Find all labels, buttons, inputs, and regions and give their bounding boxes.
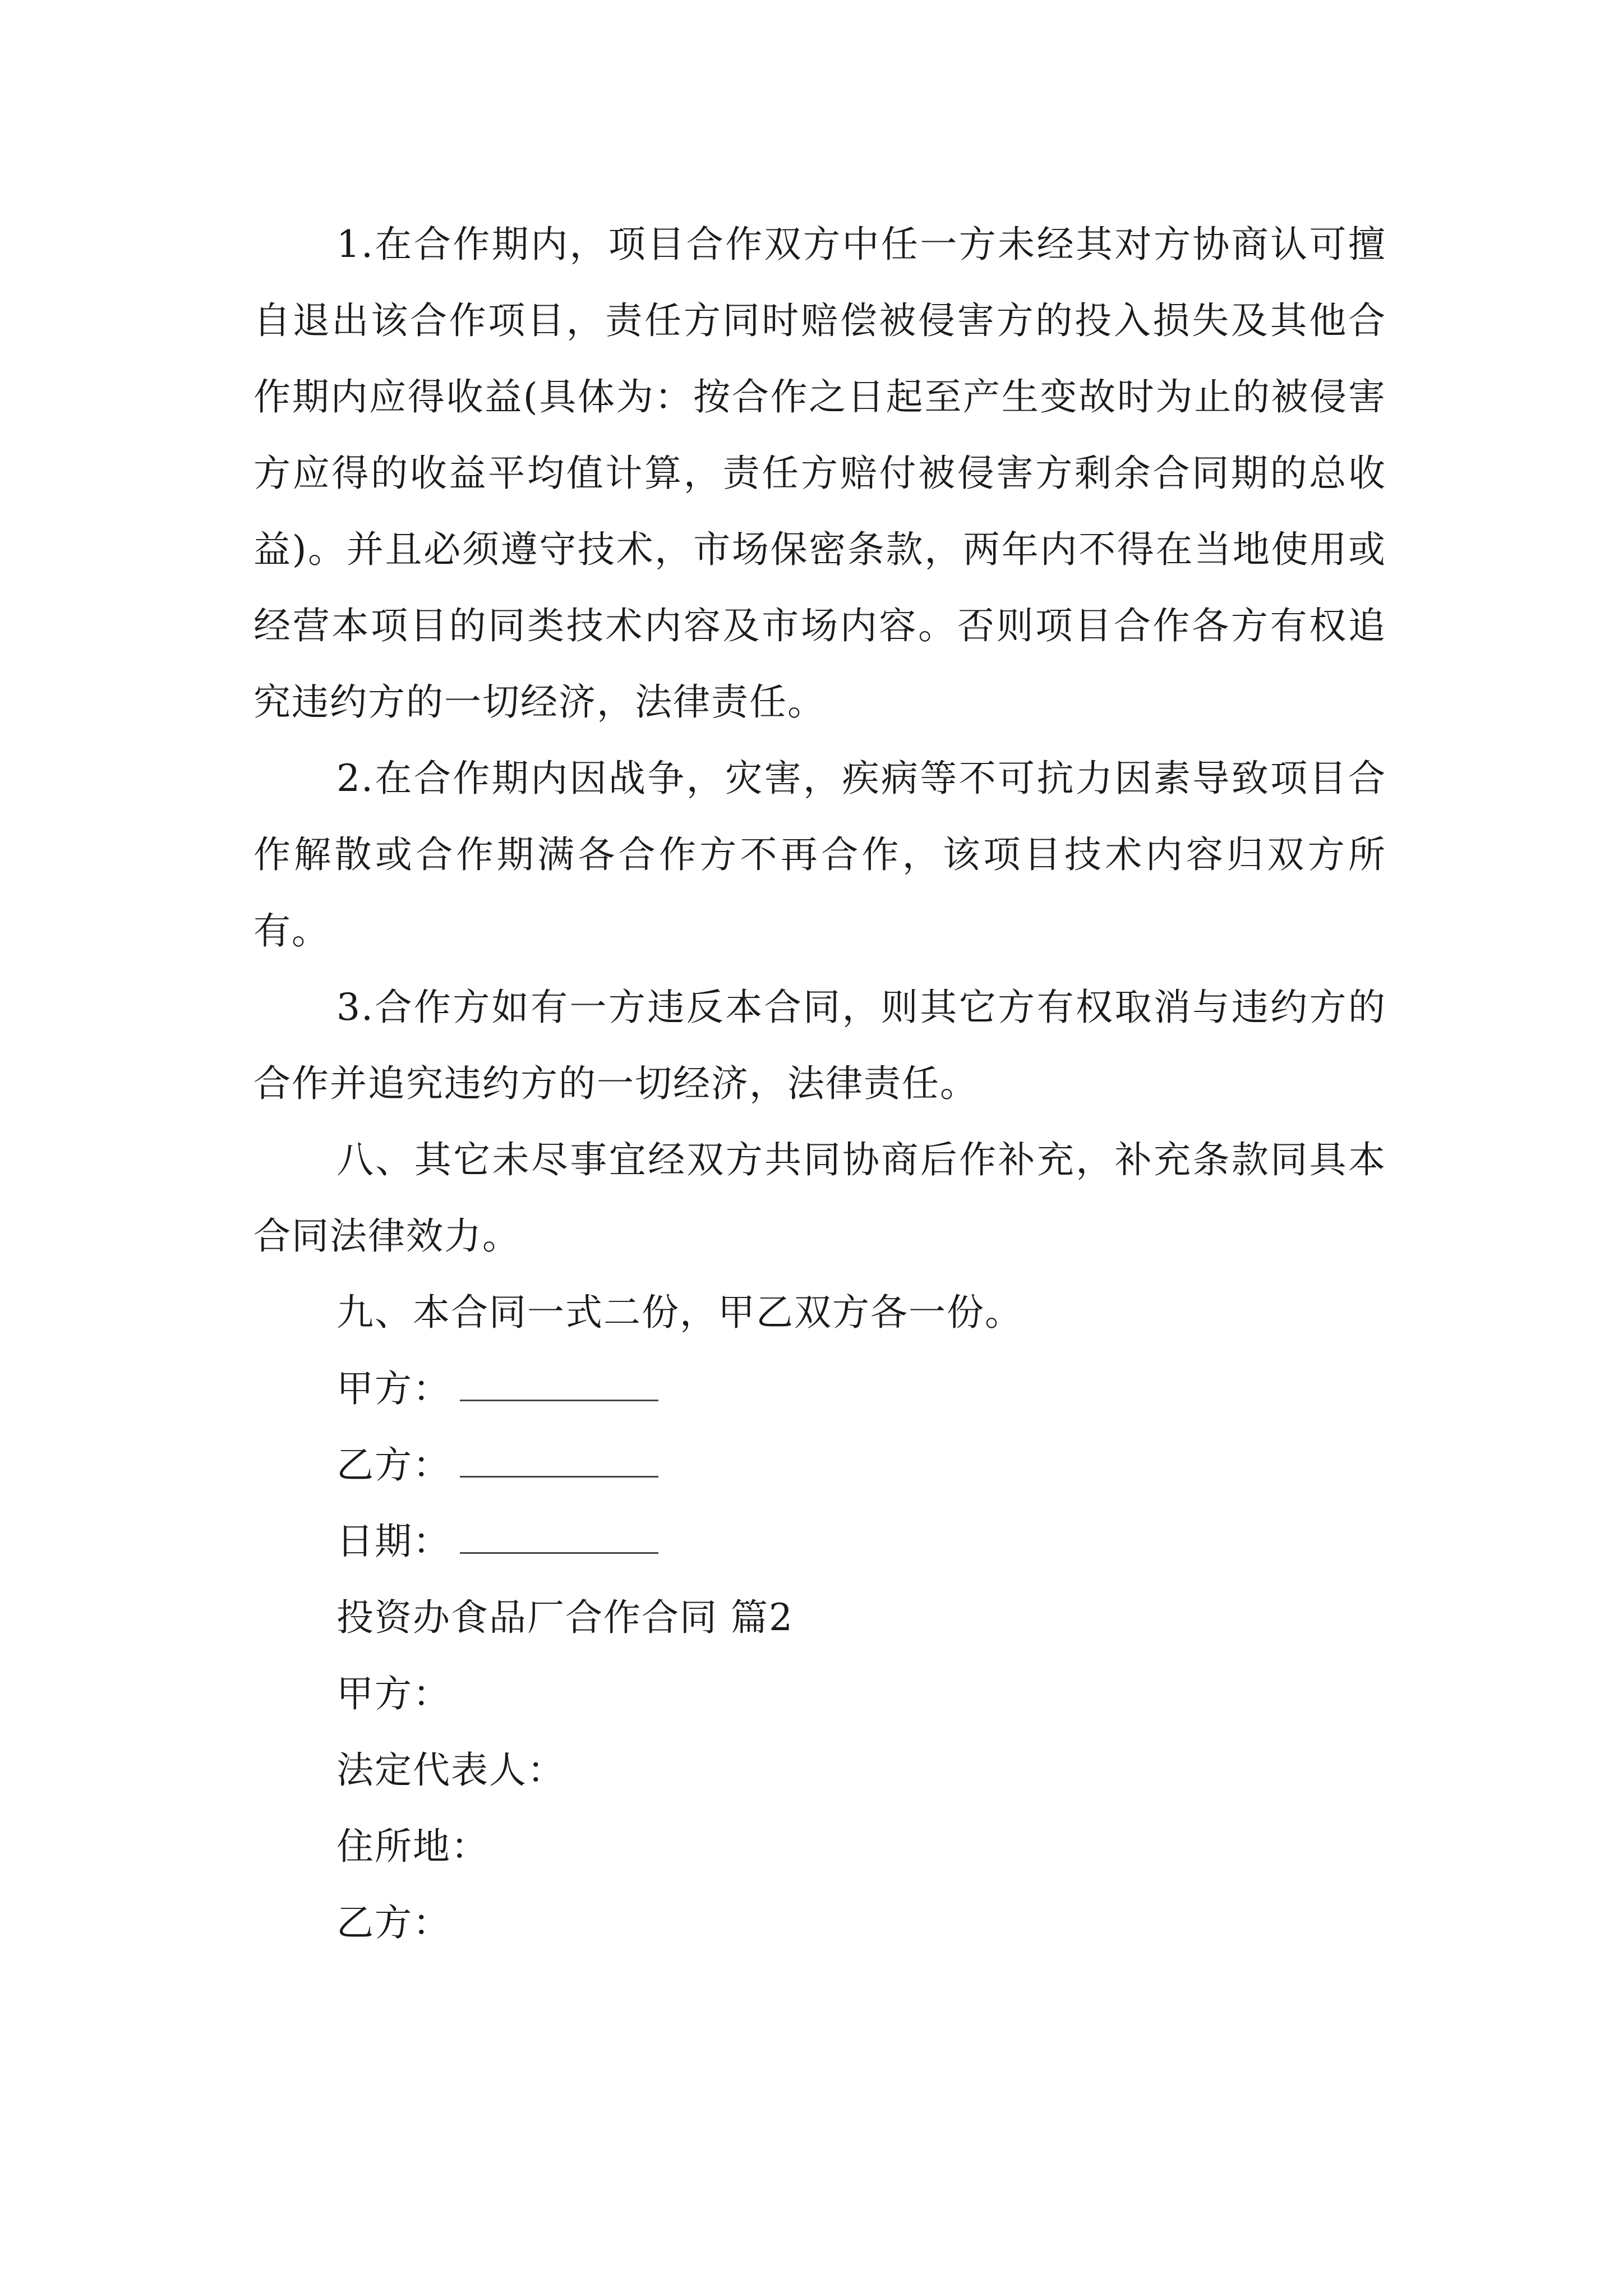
section-2-party-a: 甲方： — [336, 1672, 451, 1715]
section-2-heading: 投资办食品厂合作合同 篇2 — [336, 1596, 794, 1639]
signature-party-b-blank — [460, 1446, 658, 1478]
clause-1: 1.在合作期内，项目合作双方中任一方未经其对方协商认可擅自退出该合作项目，责任方同时赔偿被侵害方的投入损失及其他合作期内应得收益(具体为：按合作之日起至产生变故时为止的被侵害方应得的收益平均值计算，责任方赔付被侵害方剩余合同期的总收益)。并且必须遵守技术，市场保密条款，两年内不得在当地使用或经营本项目的同类技术内容及市场内容。否则项目合作各方有权追究违约方的一切经济，法律责任。 — [253, 223, 1386, 724]
section-2-address: 住所地： — [336, 1825, 489, 1868]
signature-party-a-blank — [460, 1369, 658, 1401]
signature-party-b — [253, 1427, 1386, 1503]
clause-3: 3.合作方如有一方违反本合同，则其它方有权取消与违约方的合作并追究违约方的一切经济，法律责任。 — [253, 986, 1386, 1105]
signature-date-label: 日期： — [336, 1520, 451, 1563]
signature-party-a-label: 甲方： — [336, 1367, 451, 1410]
section-2-party-b: 乙方： — [336, 1901, 451, 1944]
signature-party-b-label: 乙方： — [336, 1443, 451, 1487]
clause-8-supplement: 八、其它未尽事宜经双方共同协商后作补充，补充条款同具本合同法律效力。 — [253, 1138, 1386, 1258]
signature-date-blank — [460, 1522, 658, 1554]
document-body — [253, 206, 1386, 1961]
signature-party-a — [253, 1351, 1386, 1427]
clause-2: 2.在合作期内因战争，灾害，疾病等不可抗力因素导致项目合作解散或合作期满各合作方不再合作，该项目技术内容归双方所有。 — [253, 757, 1386, 953]
clause-9-copies: 九、本合同一式二份，甲乙双方各一份。 — [336, 1291, 1023, 1334]
signature-date — [253, 1503, 1386, 1580]
section-2-legal-rep: 法定代表人： — [336, 1749, 565, 1792]
